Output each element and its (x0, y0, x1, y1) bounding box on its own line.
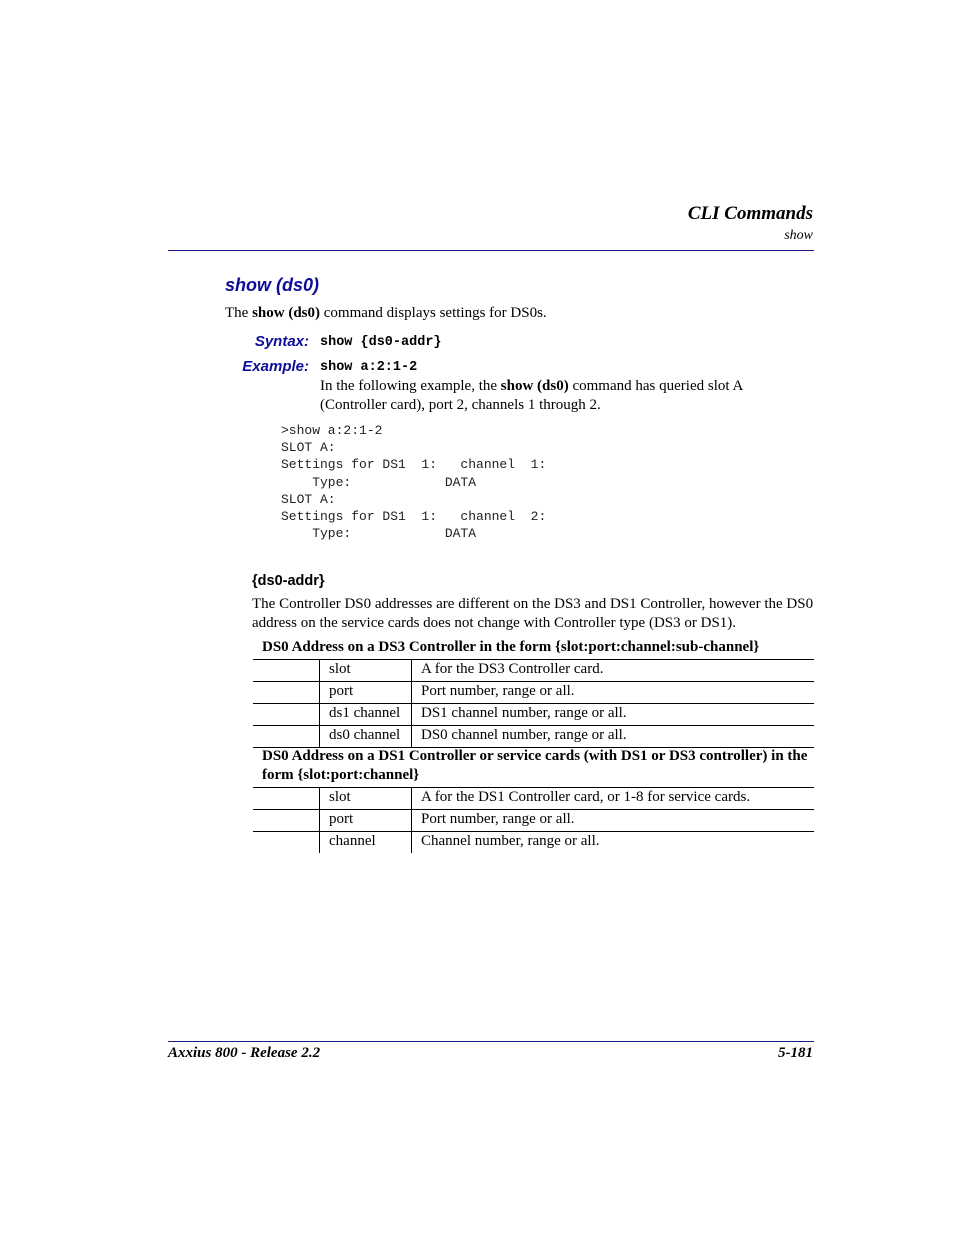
field-description: DS1 channel number, range or all. (412, 704, 815, 726)
field-description: Port number, range or all. (412, 810, 815, 832)
running-header-subtitle: show (784, 228, 813, 243)
footer-document-title: Axxius 800 - Release 2.2 (168, 1045, 321, 1061)
example-command: show a:2:1-2 (320, 360, 418, 375)
syntax-command: show {ds0-addr} (320, 335, 442, 350)
field-name: slot (320, 660, 412, 682)
example-desc-command: show (ds0) (500, 378, 569, 394)
section-title: show (ds0) (225, 275, 320, 295)
field-name: ds0 channel (320, 726, 412, 748)
example-label: Example: (242, 358, 309, 375)
example-description (320, 377, 780, 415)
footer-rule (168, 1041, 814, 1042)
table-row (253, 704, 814, 726)
field-description: DS0 channel number, range or all. (412, 726, 815, 748)
syntax-label: Syntax: (254, 333, 309, 350)
example-desc-pre: In the following example, the (320, 378, 501, 394)
table-row (253, 788, 814, 810)
table-caption: DS0 Address on a DS1 Controller or service cards (with DS1 or DS3 controller) in the form {slot:port:channel} (262, 748, 808, 783)
table-row (253, 726, 814, 748)
parameter-description: The Controller DS0 addresses are different on the DS3 and DS1 Controller, however the DS0 address on the service cards does not change with Controller type (DS3 or DS1). (252, 596, 814, 631)
intro-paragraph (225, 304, 547, 323)
intro-pre: The (225, 305, 253, 321)
example-desc-post: command has queried slot A (Controller card), port 2, channels 1 through 2. (320, 378, 743, 413)
field-description: A for the DS1 Controller card, or 1-8 for service cards. (412, 788, 815, 810)
table-caption: DS0 Address on a DS3 Controller in the form {slot:port:channel:sub-channel} (262, 639, 760, 655)
table-row (253, 810, 814, 832)
table-row (253, 682, 814, 704)
field-name: channel (320, 832, 412, 854)
intro-post: command displays settings for DS0s. (320, 305, 547, 321)
footer-page-number: 5-181 (778, 1045, 813, 1061)
parameter-heading: {ds0-addr} (252, 573, 325, 589)
intro-command: show (ds0) (252, 305, 321, 321)
ds3-address-table (253, 638, 814, 748)
field-description: Channel number, range or all. (412, 832, 815, 854)
running-header-title: CLI Commands (687, 203, 813, 224)
field-name: ds1 channel (320, 704, 412, 726)
field-description: Port number, range or all. (412, 682, 815, 704)
table-row (253, 660, 814, 682)
field-name: slot (320, 788, 412, 810)
ds1-address-table (253, 747, 814, 853)
field-description: A for the DS3 Controller card. (412, 660, 815, 682)
example-output-code: >show a:2:1-2 SLOT A: Settings for DS1 1: channel 1: Type: DATA SLOT A: Settings for DS1 1: channel 2: Type: DATA (281, 423, 547, 542)
header-rule (168, 250, 814, 251)
table-row (253, 832, 814, 854)
field-name: port (320, 682, 412, 704)
field-name: port (320, 810, 412, 832)
